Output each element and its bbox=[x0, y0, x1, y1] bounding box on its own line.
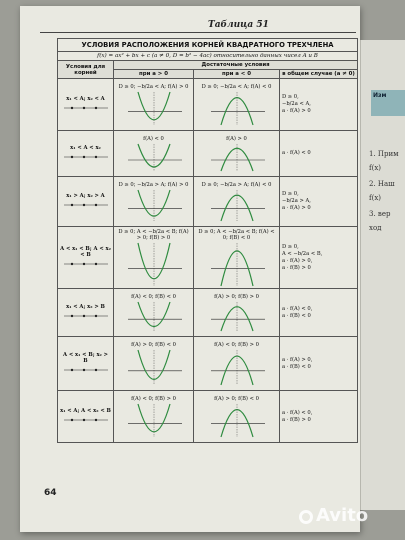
parabola-graph bbox=[207, 348, 267, 386]
number-line bbox=[62, 104, 110, 112]
number-line bbox=[62, 260, 110, 268]
general-condition-line: A < −b/2a < B, bbox=[282, 250, 323, 257]
a-positive-cell bbox=[114, 289, 194, 337]
number-line-point bbox=[70, 106, 72, 108]
a-positive-condition: D ≥ 0; −b/2a < A; f(A) > 0 bbox=[118, 83, 189, 90]
number-line bbox=[62, 366, 110, 374]
root-condition-cell bbox=[58, 79, 114, 131]
a-negative-condition: D ≥ 0; −b/2a > A; f(A) < 0 bbox=[201, 181, 272, 188]
general-condition-line: D ≥ 0, bbox=[282, 191, 299, 197]
a-positive-cell bbox=[114, 227, 194, 289]
number-line-point bbox=[82, 203, 84, 205]
number-line-point bbox=[70, 368, 72, 370]
general-condition-line: a · f(A) < 0, bbox=[282, 305, 313, 312]
number-line-point bbox=[94, 155, 96, 157]
general-condition-line: a · f(B) < 0 bbox=[282, 312, 311, 319]
table-number: Таблица 51 bbox=[208, 20, 269, 30]
a-positive-cell bbox=[114, 391, 194, 443]
root-condition-cell bbox=[58, 131, 114, 177]
table-row bbox=[58, 227, 358, 289]
table-row bbox=[58, 391, 358, 443]
general-condition-line: D ≥ 0, bbox=[282, 94, 299, 100]
parabola-graph bbox=[124, 402, 184, 438]
col-sufficient-header: Достаточные условия bbox=[114, 61, 358, 70]
root-condition-cell bbox=[58, 177, 114, 227]
general-condition-cell bbox=[280, 79, 358, 131]
parabola-graph bbox=[124, 90, 184, 126]
general-condition-line: D ≥ 0, bbox=[282, 243, 299, 250]
parabola-graph bbox=[207, 188, 267, 222]
col-general-header: в общем случае (a ≠ 0) bbox=[280, 70, 358, 79]
number-line-point bbox=[70, 203, 72, 205]
root-condition: A < x₁ < B; x₂ > B bbox=[63, 351, 108, 364]
parabola-graph bbox=[207, 300, 267, 332]
col-a-positive-header: при a > 0 bbox=[114, 70, 194, 79]
root-condition: x₁ < A; x₂ < A bbox=[66, 95, 105, 102]
number-line bbox=[62, 312, 110, 320]
a-positive-condition: D ≥ 0; −b/2a > A; f(A) > 0 bbox=[118, 181, 189, 188]
parabola-curve bbox=[138, 350, 170, 379]
parabola-graph bbox=[124, 300, 184, 332]
root-condition: A < x₁ < B; A < x₂ < B bbox=[60, 245, 111, 258]
a-positive-cell bbox=[114, 131, 194, 177]
root-condition: x₁ > A; x₂ > A bbox=[66, 192, 105, 199]
general-condition-line: a · f(A) > 0, bbox=[282, 257, 313, 264]
parabola-graph bbox=[207, 142, 267, 172]
table-row bbox=[58, 177, 358, 227]
general-condition-cell bbox=[280, 177, 358, 227]
next-page-edge bbox=[360, 40, 405, 510]
number-line bbox=[62, 201, 110, 209]
next-page-fragment: 1. Прим bbox=[369, 150, 399, 158]
parabola-graph bbox=[124, 348, 184, 386]
a-negative-cell bbox=[194, 177, 280, 227]
number-line-point bbox=[82, 155, 84, 157]
parabola-graph bbox=[207, 402, 267, 438]
a-negative-condition: D ≥ 0; −b/2a < A; f(A) < 0 bbox=[201, 83, 272, 90]
number-line-point bbox=[70, 262, 72, 264]
a-negative-condition: f(A) > 0; f(B) > 0 bbox=[214, 293, 259, 300]
general-condition-line: a · f(A) < 0 bbox=[282, 150, 311, 156]
number-line-point bbox=[94, 368, 96, 370]
roots-table bbox=[57, 38, 358, 443]
number-line-point bbox=[94, 262, 96, 264]
number-line-point bbox=[94, 203, 96, 205]
a-positive-cell bbox=[114, 337, 194, 391]
number-line-point bbox=[82, 106, 84, 108]
number-line-point bbox=[94, 418, 96, 420]
general-condition-line: a · f(A) > 0, bbox=[282, 356, 313, 363]
a-negative-cell bbox=[194, 227, 280, 289]
number-line-point bbox=[82, 314, 84, 316]
number-line-point bbox=[82, 262, 84, 264]
a-positive-condition: D ≥ 0; A < −b/2a < B; f(A) > 0; f(B) > 0 bbox=[118, 228, 189, 241]
next-page-header: Изм bbox=[371, 90, 405, 116]
table-row bbox=[58, 289, 358, 337]
a-positive-condition: f(A) < 0; f(B) < 0 bbox=[131, 293, 176, 300]
a-positive-condition: f(A) < 0 bbox=[143, 135, 164, 142]
general-condition-line: −b/2a < A, bbox=[282, 101, 311, 107]
col-a-negative-header: при a < 0 bbox=[194, 70, 280, 79]
a-negative-cell bbox=[194, 131, 280, 177]
a-negative-condition: f(A) > 0; f(B) < 0 bbox=[214, 395, 259, 402]
a-positive-condition: f(A) > 0; f(B) < 0 bbox=[131, 341, 176, 348]
parabola-graph bbox=[124, 241, 184, 287]
a-negative-cell bbox=[194, 79, 280, 131]
general-condition-cell bbox=[280, 337, 358, 391]
general-condition-line: a · f(B) > 0 bbox=[282, 264, 311, 271]
next-page-fragment: f(x) bbox=[369, 164, 382, 172]
a-negative-condition: f(A) > 0 bbox=[226, 135, 247, 142]
root-condition-cell bbox=[58, 337, 114, 391]
root-condition: x₁ < A < x₂ bbox=[70, 144, 101, 151]
general-condition-line: a · f(B) > 0 bbox=[282, 416, 311, 423]
number-line-point bbox=[94, 314, 96, 316]
number-line-point bbox=[70, 314, 72, 316]
number-line bbox=[62, 416, 110, 424]
parabola-graph bbox=[207, 241, 267, 287]
next-page-fragment: f(x) bbox=[369, 194, 382, 202]
table-title: УСЛОВИЯ РАСПОЛОЖЕНИЯ КОРНЕЙ КВАДРАТНОГО ТРЕХЧЛЕНА bbox=[58, 39, 358, 52]
general-condition-cell bbox=[280, 131, 358, 177]
avito-logo-icon bbox=[299, 510, 313, 524]
general-condition-line: a · f(A) < 0, bbox=[282, 409, 313, 416]
number-line bbox=[62, 153, 110, 161]
general-condition-cell bbox=[280, 227, 358, 289]
general-condition-line: −b/2a > A, bbox=[282, 198, 311, 204]
root-condition-cell bbox=[58, 391, 114, 443]
page-number: 64 bbox=[44, 488, 57, 498]
watermark-text: Avito bbox=[316, 505, 369, 526]
a-negative-condition: f(A) < 0; f(B) > 0 bbox=[214, 341, 259, 348]
parabola-graph bbox=[124, 188, 184, 222]
number-line-point bbox=[82, 418, 84, 420]
root-condition: x₁ < A; A < x₂ < B bbox=[60, 407, 111, 414]
a-negative-cell bbox=[194, 391, 280, 443]
table-subtitle: f(x) = ax² + bx + c (a ≠ 0, D = b² − 4ac) относительно данных чисел A и B bbox=[58, 52, 358, 61]
a-negative-cell bbox=[194, 289, 280, 337]
number-line-point bbox=[70, 155, 72, 157]
a-negative-cell bbox=[194, 337, 280, 391]
header-rule bbox=[40, 32, 356, 33]
root-condition-cell bbox=[58, 289, 114, 337]
number-line-point bbox=[70, 418, 72, 420]
general-condition-line: a · f(A) > 0 bbox=[282, 205, 311, 211]
a-positive-cell bbox=[114, 79, 194, 131]
number-line-point bbox=[94, 106, 96, 108]
root-condition-cell bbox=[58, 227, 114, 289]
a-negative-condition: D ≥ 0; A < −b/2a < B; f(A) < 0; f(B) < 0 bbox=[198, 228, 275, 241]
table-row bbox=[58, 131, 358, 177]
general-condition-line: a · f(B) < 0 bbox=[282, 363, 311, 370]
general-condition-cell bbox=[280, 289, 358, 337]
root-condition: x₁ < A; x₂ > B bbox=[66, 303, 105, 310]
col-conditions-header: Условия для корней bbox=[58, 61, 114, 79]
a-positive-cell bbox=[114, 177, 194, 227]
table-row bbox=[58, 337, 358, 391]
next-page-fragment: ход bbox=[369, 224, 382, 232]
parabola-graph bbox=[207, 90, 267, 126]
next-page-fragment: 3. вер bbox=[369, 210, 391, 218]
number-line-point bbox=[82, 368, 84, 370]
a-positive-condition: f(A) < 0; f(B) > 0 bbox=[131, 395, 176, 402]
avito-watermark bbox=[299, 505, 368, 526]
parabola-graph bbox=[124, 142, 184, 172]
table-row bbox=[58, 79, 358, 131]
general-condition-cell bbox=[280, 391, 358, 443]
next-page-fragment: 2. Наш bbox=[369, 180, 395, 188]
general-condition-line: a · f(A) > 0 bbox=[282, 108, 311, 114]
